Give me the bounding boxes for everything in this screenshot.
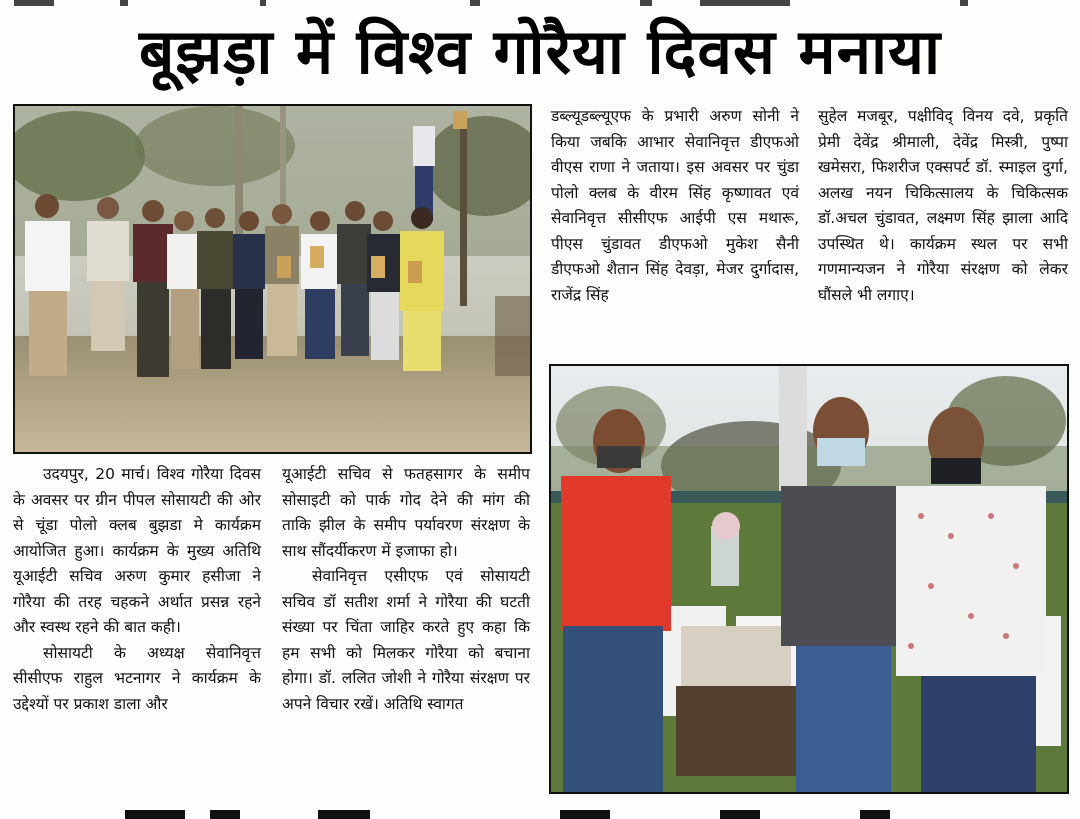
- headline: बूझड़ा में विश्व गोरैया दिवस मनाया: [138, 15, 942, 88]
- article-column-2: [282, 462, 530, 717]
- presentation-photo-illustration: [551, 366, 1067, 792]
- article-column-4: [818, 104, 1068, 308]
- group-photo-illustration: [15, 106, 530, 452]
- article-column-3: [551, 104, 799, 308]
- clipped-next-headline-strip: [0, 804, 1080, 819]
- presentation-photo: [549, 364, 1069, 794]
- paragraph: सुहेल मजबूर, पक्षीविद् विनय दवे, प्रकृति प्रेमी देवेंद्र श्रीमाली, देवेंद्र मिस्त्री, पुष्पा खमेसरा, फिशरीज एक्सपर्ट डॉ. स्माइल दुर्गा, अलख नयन चिकित्सालय के चिकित्सक डॉ.अचल चुंडावत, लक्ष्मण सिंह झाला आदि उपस्थित थे। कार्यक्रम स्थल पर सभी गणमान्यजन ने गोरैया संरक्षण को लेकर घौंसले भी लगाए।: [818, 107, 1068, 304]
- paragraph: यूआईटी सचिव से फतहसागर के समीप सोसाइटी को पार्क गोद देने की मांग की ताकि झील के समीप पर्यावरण संरक्षण के साथ सौंदर्यीकरण में इजाफा हो।: [282, 465, 530, 560]
- paragraph: सेवानिवृत्त एसीएफ एवं सोसायटी सचिव डॉ सतीश शर्मा ने गोरैया की घटती संख्या पर चिंता जाहिर करते हुए कहा कि हम सभी को मिलकर गोरैया को बचाना होगा। डॉ. ललित जोशी ने गोरैया संरक्षण पर अपने विचार रखें। अतिथि स्वागत: [282, 567, 530, 713]
- paragraph: सोसायटी के अध्यक्ष सेवानिवृत्त सीसीएफ राहुल भटनागर ने कार्यक्रम के उद्देश्यों पर प्रकाश डाला और: [13, 643, 261, 713]
- paragraph: उदयपुर, 20 मार्च। विश्व गोरैया दिवस के अवसर पर ग्रीन पीपल सोसायटी की ओर से चूंडा पोलो क्लब बुझडा मे कार्यक्रम आयोजित हुआ। कार्यक्रम के मुख्य अतिथि यूआईटी सचिव अरुण कुमार हसीजा ने गोरैया की तरह चहकने अर्थात प्रसन्न रहने और स्वस्थ रहने की बात कही।: [13, 465, 261, 636]
- article-column-1: [13, 462, 261, 717]
- clipped-top-text-strip: [0, 0, 1080, 12]
- paragraph: डब्ल्यूडब्ल्यूएफ के प्रभारी अरुण सोनी ने किया जबकि आभार सेवानिवृत्त डीएफओ वीएस राणा ने जताया। इस अवसर पर चुंडा पोलो क्लब के वीरम सिंह कृष्णावत एवं सेवानिवृत्त सीसीएफ आईपी एस मथारू, पीएस चुंडावत डीएफओ मुकेश सैनी डीएफओ शैतान सिंह देवड़ा, मेजर दुर्गादास, राजेंद्र सिंह: [551, 107, 799, 304]
- group-photo: [13, 104, 532, 454]
